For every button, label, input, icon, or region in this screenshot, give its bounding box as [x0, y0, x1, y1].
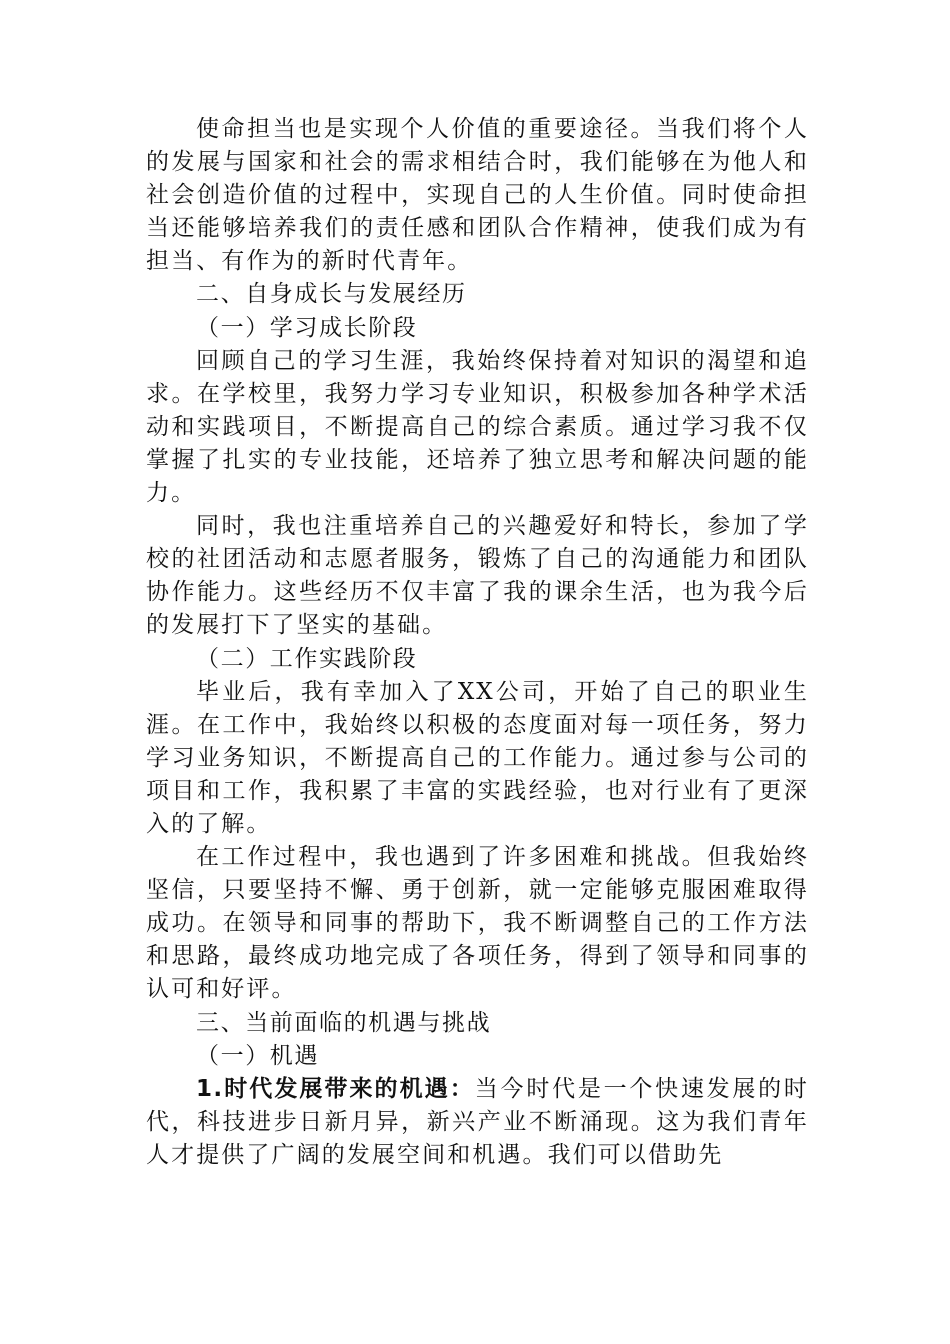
paragraph-career-start: 毕业后，我有幸加入了XX公司，开始了自己的职业生涯。在工作中，我始终以积极的态度面对每一项任务，努力学习业务知识，不断提高自己的工作能力。通过参与公司的项目和工作，我积累了丰富的实践经验，也对行业有了更深入的了解。: [146, 678, 809, 837]
heading-growth-experience: 二、自身成长与发展经历: [196, 281, 467, 308]
paragraph-era-opportunity: [146, 1073, 809, 1172]
paragraph-era-opportunity-text: 当今时代是一个快速发展的时代，科技进步日新月异，新兴产业不断涌现。这为我们青年人才提供了广阔的发展空间和机遇。我们可以借助先: [146, 1075, 809, 1168]
paragraph-interests: 同时，我也注重培养自己的兴趣爱好和特长，参加了学校的社团活动和志愿者服务，锻炼了自己的沟通能力和团队协作能力。这些经历不仅丰富了我的课余生活，也为我今后的发展打下了坚实的基础。: [146, 513, 809, 639]
paragraph-mission: 使命担当也是实现个人价值的重要途径。当我们将个人的发展与国家和社会的需求相结合时，我们能够在为他人和社会创造价值的过程中，实现自己的人生价值。同时使命担当还能够培养我们的责任感和团队合作精神，使我们成为有担当、有作为的新时代青年。: [146, 116, 809, 275]
paragraph-work-challenges: 在工作过程中，我也遇到了许多困难和挑战。但我始终坚信，只要坚持不懈、勇于创新，就一定能够克服困难取得成功。在领导和同事的帮助下，我不断调整自己的工作方法和思路，最终成功地完成了各项任务，得到了领导和同事的认可和好评。: [146, 844, 809, 1003]
subheading-opportunities: （一）机遇: [196, 1042, 319, 1069]
subheading-study-stage: （一）学习成长阶段: [196, 314, 418, 341]
document-body: [146, 113, 809, 1172]
lead-in-label: 1.时代发展带来的机遇：: [196, 1075, 475, 1102]
paragraph-study-review: 回顾自己的学习生涯，我始终保持着对知识的渴望和追求。在学校里，我努力学习专业知识，积极参加各种学术活动和实践项目，不断提高自己的综合素质。通过学习我不仅掌握了扎实的专业技能，还培养了独立思考和解决问题的能力。: [146, 347, 809, 507]
heading-opportunities-challenges: 三、当前面临的机遇与挑战: [196, 1009, 492, 1036]
subheading-work-stage: （二）工作实践阶段: [196, 645, 418, 672]
